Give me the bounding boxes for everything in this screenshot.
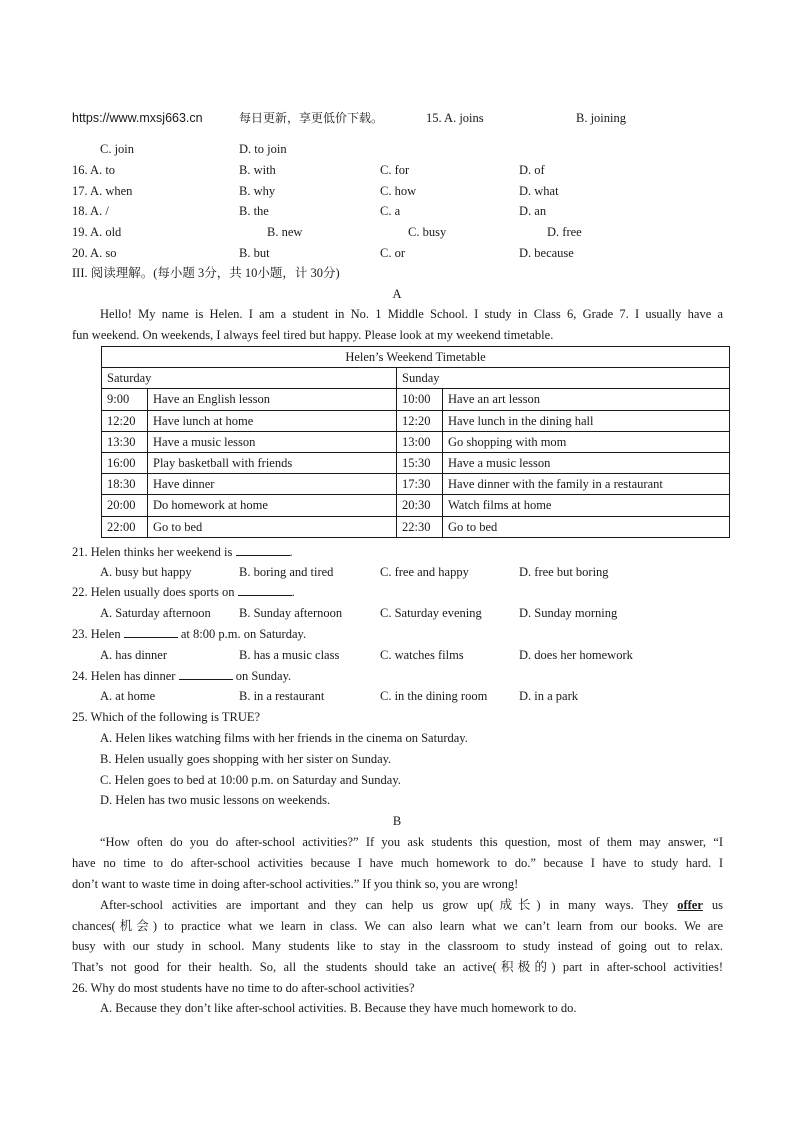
option-b: B. Sunday afternoon: [239, 606, 343, 620]
sunday-header: Sunday: [397, 368, 730, 389]
passage-b-label: B: [392, 814, 402, 828]
q24-stem: [72, 667, 291, 685]
option-b: B. why: [239, 184, 276, 198]
option-a: A. at home: [100, 689, 156, 703]
sat-time: 16:00: [102, 452, 148, 473]
sat-time: 18:30: [102, 474, 148, 495]
option-c: C. for: [380, 163, 410, 177]
option-b: B. but: [239, 246, 270, 260]
table-row: [102, 474, 730, 495]
table-row: [102, 410, 730, 431]
option-a: 20. A. so: [72, 246, 117, 260]
option-a: 18. A. /: [72, 204, 109, 218]
sat-activity: Have dinner: [148, 474, 397, 495]
table-row: [102, 431, 730, 452]
q25-stem: 25. Which of the following is TRUE?: [72, 710, 261, 724]
saturday-header: Saturday: [102, 368, 397, 389]
sat-activity: Have lunch at home: [148, 410, 397, 431]
q24-stem-text: 24. Helen has dinner: [72, 669, 176, 683]
q26-options-ab: A. Because they don’t like after-school activities. B. Because they have much homework to do.: [100, 1001, 577, 1015]
q15-option-b: B. joining: [576, 111, 627, 125]
cloze-row-19: [72, 223, 722, 241]
passage-b-p1-line-2: have no time to do after-school activities because I have much homework to do.” because I have to study hard. I: [72, 856, 723, 870]
option-c: C. free and happy: [380, 565, 469, 579]
q15-option-d: D. to join: [239, 142, 287, 156]
timetable-title: Helen’s Weekend Timetable: [102, 347, 730, 368]
site-url[interactable]: https://www.mxsj663.cn: [72, 111, 203, 125]
q21-stem-text: 21. Helen thinks her weekend is: [72, 545, 233, 559]
sat-activity: Do homework at home: [148, 495, 397, 516]
q23-stem-end: at 8:00 p.m. on Saturday.: [180, 627, 307, 641]
answer-blank: [124, 625, 178, 638]
q21-stem: [72, 543, 293, 561]
table-row: [102, 452, 730, 473]
option-c: C. or: [380, 246, 405, 260]
option-d: D. of: [519, 163, 545, 177]
sat-time: 22:00: [102, 516, 148, 537]
table-row: [102, 516, 730, 537]
option-b: B. the: [239, 204, 269, 218]
passage-b-p1-line-3: don’t want to waste time in doing after-school activities.” If you think so, you are wrong!: [72, 877, 519, 891]
sun-activity: Have dinner with the family in a restaurant: [443, 474, 730, 495]
option-d: D. free: [547, 225, 582, 239]
passage-b-p2-line-3: busy with our study in school. Many students like to stay in the classroom to study instead of going out to relax.: [72, 939, 723, 953]
q23-stem-text: 23. Helen: [72, 627, 121, 641]
option-b: B. with: [239, 163, 276, 177]
sat-time: 9:00: [102, 389, 148, 410]
cloze-row-18: [72, 202, 722, 220]
q25-option-c: C. Helen goes to bed at 10:00 p.m. on Saturday and Sunday.: [100, 773, 401, 787]
option-d: D. because: [519, 246, 574, 260]
sat-activity: Have a music lesson: [148, 431, 397, 452]
q24-options: [100, 687, 750, 705]
option-a: A. has dinner: [100, 648, 167, 662]
option-c: C. busy: [408, 225, 447, 239]
sat-time: 20:00: [102, 495, 148, 516]
option-a: A. Saturday afternoon: [100, 606, 211, 620]
sun-activity: Have lunch in the dining hall: [443, 410, 730, 431]
sun-time: 15:30: [397, 452, 443, 473]
option-d: D. does her homework: [519, 648, 633, 662]
passage-a-label: A: [392, 287, 402, 301]
option-a: 16. A. to: [72, 163, 116, 177]
option-b: B. new: [267, 225, 303, 239]
option-c: C. Saturday evening: [380, 606, 482, 620]
option-d: D. Sunday morning: [519, 606, 618, 620]
sun-activity: Have a music lesson: [443, 452, 730, 473]
p2-text-end: us: [711, 898, 724, 912]
q22-stem-text: 22. Helen usually does sports on: [72, 585, 235, 599]
passage-a-line-1: Hello! My name is Helen. I am a student in No. 1 Middle School. I study in Class 6, Grade 7. I usually have a: [100, 307, 723, 321]
option-b: B. in a restaurant: [239, 689, 325, 703]
sun-time: 13:00: [397, 431, 443, 452]
table-row: [102, 495, 730, 516]
q23-options: [100, 646, 750, 664]
sun-activity: Have an art lesson: [443, 389, 730, 410]
table-row: [102, 389, 730, 410]
sun-time: 17:30: [397, 474, 443, 495]
q25-option-d: D. Helen has two music lessons on weekends.: [100, 793, 331, 807]
q25-option-b: B. Helen usually goes shopping with her sister on Sunday.: [100, 752, 392, 766]
option-b: B. boring and tired: [239, 565, 334, 579]
q15-option-a: 15. A. joins: [426, 111, 484, 125]
option-c: C. a: [380, 204, 401, 218]
sun-time: 20:30: [397, 495, 443, 516]
option-d: D. free but boring: [519, 565, 609, 579]
cloze-row-17: [72, 182, 722, 200]
sat-activity: Have an English lesson: [148, 389, 397, 410]
sun-time: 12:20: [397, 410, 443, 431]
section-heading: III. 阅读理解。(每小题 3分，共 10小题，计 30分): [72, 266, 340, 280]
cloze-row-20: [72, 244, 722, 262]
q22-options: [100, 604, 750, 622]
sat-time: 13:30: [102, 431, 148, 452]
sun-activity: Go shopping with mom: [443, 431, 730, 452]
option-d: D. an: [519, 204, 547, 218]
option-d: D. what: [519, 184, 559, 198]
cloze-row-16: [72, 161, 722, 179]
sun-activity: Go to bed: [443, 516, 730, 537]
sun-time: 10:00: [397, 389, 443, 410]
q25-option-a: A. Helen likes watching films with her friends in the cinema on Saturday.: [100, 731, 468, 745]
q21-options: [100, 563, 750, 581]
passage-b-p2-line-4: That’s not good for their health. So, all the students should take an active(积极的) part in after-school activities!: [72, 960, 723, 974]
sat-activity: Play basketball with friends: [148, 452, 397, 473]
q22-stem-end: .: [291, 585, 295, 599]
sun-time: 22:30: [397, 516, 443, 537]
option-d: D. in a park: [519, 689, 579, 703]
answer-blank: [236, 543, 290, 556]
option-a: 17. A. when: [72, 184, 133, 198]
q24-stem-end: on Sunday.: [235, 669, 292, 683]
q26-stem: 26. Why do most students have no time to do after-school activities?: [72, 981, 415, 995]
passage-b-p2-line-2: chances(机会) to practice what we learn in class. We can also learn what we can’t learn from our books. We are: [72, 919, 723, 933]
q22-stem: [72, 583, 295, 601]
q23-stem: [72, 625, 306, 643]
keyword-offer: offer: [677, 898, 703, 912]
sat-time: 12:20: [102, 410, 148, 431]
option-b: B. has a music class: [239, 648, 340, 662]
option-a: 19. A. old: [72, 225, 122, 239]
option-c: C. how: [380, 184, 417, 198]
option-a: A. busy but happy: [100, 565, 192, 579]
sun-activity: Watch films at home: [443, 495, 730, 516]
passage-b-p2-line-1: [72, 895, 723, 916]
option-c: C. in the dining room: [380, 689, 488, 703]
option-c: C. watches films: [380, 648, 464, 662]
header-slogan: 每日更新，享更低价下载。: [239, 111, 384, 125]
passage-b-p1-line-1: “How often do you do after-school activities?” If you ask students this question, most of them may answer, “I: [100, 835, 723, 849]
weekend-timetable: [101, 346, 730, 538]
answer-blank: [179, 667, 233, 680]
answer-blank: [238, 583, 292, 596]
p2-text-start: After-school activities are important and they can help us grow up(成长) in many ways. They: [100, 898, 669, 912]
passage-a-line-2: fun weekend. On weekends, I always feel tired but happy. Please look at my weekend timetable.: [72, 328, 554, 342]
sat-activity: Go to bed: [148, 516, 397, 537]
q21-stem-end: .: [289, 545, 293, 559]
q15-option-c: C. join: [100, 142, 135, 156]
